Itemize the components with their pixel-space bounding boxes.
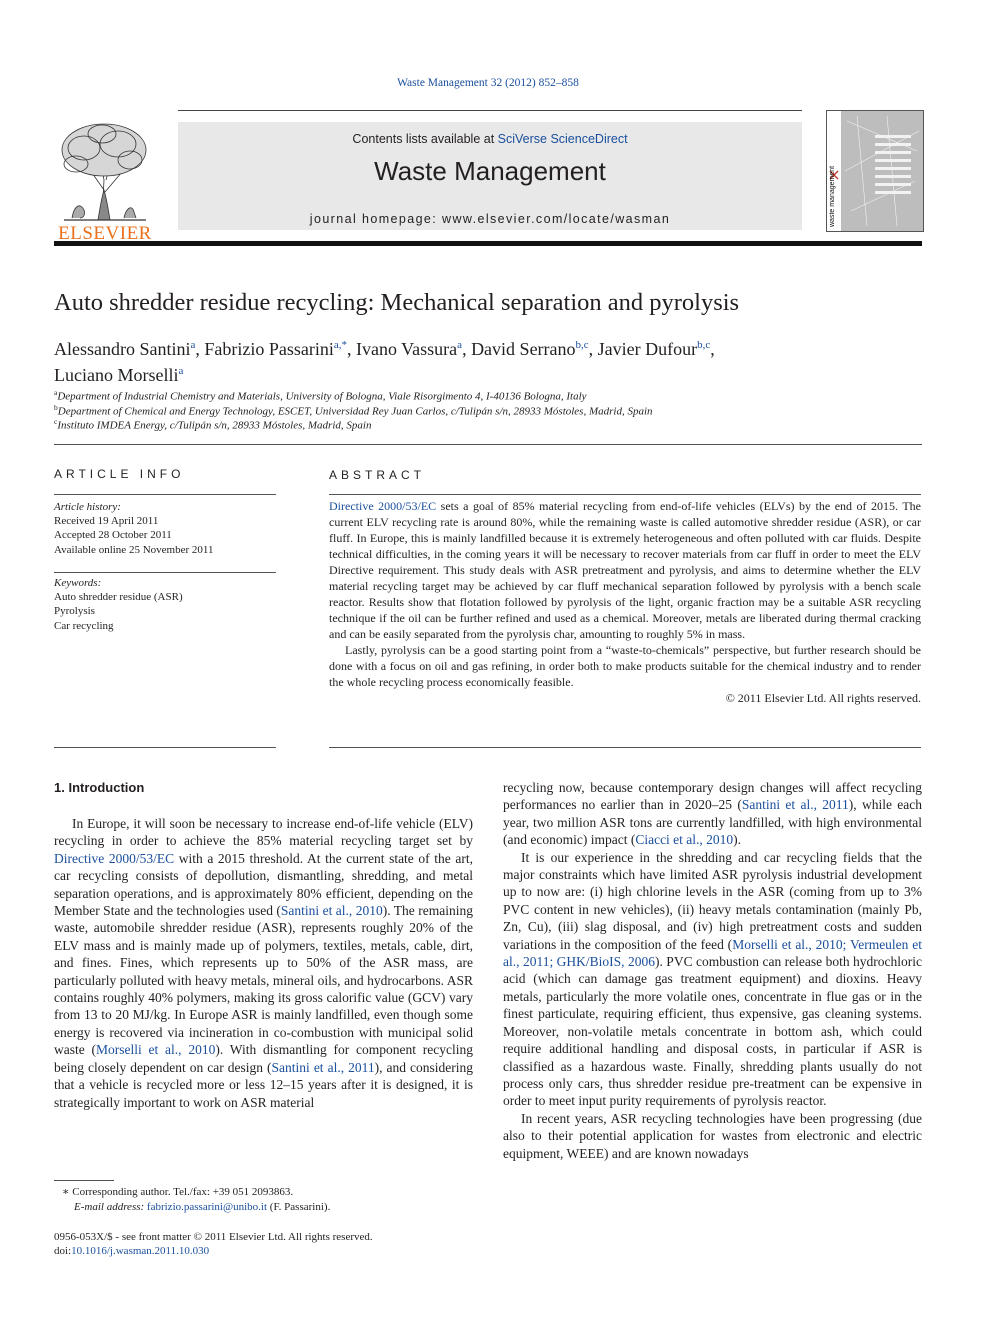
keywords-block <box>54 576 276 633</box>
abstract-top-rule <box>329 494 921 495</box>
abstract-paragraph-2: Lastly, pyrolysis can be a good starting point from a “waste-to-chemicals” perspective, but further research should be done with a focus on oil and gas refining, in order both to make products suitable for the chemical industry and to render the whole recycling process economically feasible. <box>329 643 921 689</box>
front-matter-footer <box>54 1230 373 1258</box>
header-bottom-rule <box>54 241 922 246</box>
citation-link[interactable]: Santini et al., 2011 <box>741 797 849 813</box>
accepted-date: Accepted 28 October 2011 <box>54 529 172 542</box>
abstract-paragraph-1 <box>329 498 921 642</box>
doi-prefix: doi: <box>54 1245 72 1257</box>
intro-paragraph <box>503 779 922 849</box>
corresponding-footnote <box>54 1185 330 1215</box>
article-info-bottom-rule <box>54 747 276 748</box>
body-text: ). The remaining waste, automobile shredder residue (ASR), represents roughly 20% of the ELV mass and is mainly made up of polymers, textiles, metals, cable, dirt, and fines. Fines, which represents up to 50% of the ASR mass, are particularly polluted with heavy metals, mineral oils, and hydrocarbons. ASR contains roughly 40% polymers, making its gross calorific value (GCV) vary from 13 to 20 MJ/kg. In Europe ASR is mainly landfilled, even though some energy is recovered via incineration in co-combustion with municipal solid waste ( <box>54 903 473 1058</box>
section-heading-introduction: 1. Introduction <box>54 780 145 795</box>
author-name: Ivano Vassura <box>356 339 458 359</box>
issn-line: 0956-053X/$ - see front matter © 2011 Elsevier Ltd. All rights reserved. <box>54 1231 373 1243</box>
intro-paragraph: In recent years, ASR recycling technologies have been progressing (due also to their potential application for wastes from electronic and electric equipment, WEEE) and are known nowadays <box>503 1110 922 1161</box>
history-label: Article history: <box>54 501 121 513</box>
journal-cover <box>826 110 924 232</box>
journal-header <box>54 110 922 246</box>
abstract-heading: ABSTRACT <box>329 468 426 482</box>
email-link[interactable]: fabrizio.passarini@unibo.it <box>146 1201 268 1213</box>
header-top-rule <box>178 110 802 111</box>
article-info-rule <box>54 494 276 495</box>
author-affil-mark[interactable]: a <box>457 339 463 351</box>
doi-line <box>54 1244 373 1258</box>
cover-image-icon <box>827 111 923 231</box>
contents-line <box>178 132 802 146</box>
abstract-copyright: © 2011 Elsevier Ltd. All rights reserved. <box>725 691 921 705</box>
article-title: Auto shredder residue recycling: Mechanical separation and pyrolysis <box>54 289 740 316</box>
affiliation-c <box>54 417 371 432</box>
author-affil-mark[interactable]: a <box>178 365 184 377</box>
author-list: Alessandro Santini$^a$, Fabrizio Passarini$^{a,*}$, Ivano Vassura$^a$, David Serrano$^{b,c}$, Javier Dufour$^{b,c}$, Luciano Morselli$^a$ <box>54 339 715 385</box>
citation-link[interactable]: Directive 2000/53/EC <box>54 850 175 866</box>
masthead <box>178 122 802 230</box>
email-suffix: (F. Passarini). <box>267 1201 331 1213</box>
keyword-item: Auto shredder residue (ASR) <box>54 591 183 604</box>
affil-text: Department of Industrial Chemistry and Materials, University of Bologna, Viale Risorgimento 4, I-40136 Bologna, Italy <box>57 390 587 403</box>
footnote-rule <box>54 1180 114 1181</box>
affil-text: Department of Chemical and Energy Technology, ESCET, Universidad Rey Juan Carlos, c/Tulipán s/n, 28933 Móstoles, Madrid, Spain <box>57 405 653 418</box>
author-affil-mark[interactable]: b,c <box>575 339 589 351</box>
affiliation-b <box>54 403 653 418</box>
journal-reference[interactable]: Waste Management 32 (2012) 852–858 <box>397 77 579 89</box>
abstract-text: sets a goal of 85% material recycling from end-of-life vehicles (ELVs) by the end of 2015. The current ELV recycling rate is around 80%, while the remaining waste is called automotive shredder residue (ASR), or car fluff. In Europe, this is mainly landfilled because it is extremely heterogeneous and often polluted with car fluids. Despite technical difficulties, in the coming years it will be necessary to recover materials from car fluff in order to meet the ELV Directive requirement. This study deals with ASR pretreatment and pyrolysis, and aims to determine whether the ELV material recycling target may be achieved by car fluff mechanical separation followed by pyrolysis with a bench scale reactor. Results show that flotation followed by pyrolysis of the light, organic fraction may be a suitable ASR recycling technique if the oil can be further refined and used as a chemical. Moreover, metals are liberated during thermal cracking and can be easily separated from the pyrolysis char, amounting to roughly 5% in mass. <box>329 499 921 641</box>
article-info-heading: ARTICLE INFO <box>54 467 185 481</box>
body-text: ). <box>733 832 742 848</box>
corresponding-author: ∗ Corresponding author. Tel./fax: +39 051 2093863. <box>62 1186 294 1198</box>
citation-link[interactable]: Morselli et al., 2010; Vermeulen et al., 2011; GHK/BioIS, 2006 <box>503 936 922 970</box>
abstract-body <box>329 498 921 706</box>
affil-text: Instituto IMDEA Energy, c/Tulipán s/n, 28933 Móstoles, Madrid, Spain <box>57 419 372 432</box>
body-text: It is our experience in the shredding and car recycling fields that the major constraints which have limited ASR pyrolysis industrial development up to now are: (i) high chlorine levels in the ASR (coming from up to 3% PVC content in new vehicles), (ii) heavy metals contamination (mainly Pb, Zn, Cu), (iii) slag disposal, and (iv) high pretreatment costs and sudden variations in the composition of the feed ( <box>503 849 922 952</box>
affil-mark: c <box>54 417 58 426</box>
citation-link[interactable]: Morselli et al., 2010 <box>96 1042 216 1058</box>
author-name: Alessandro Santini <box>54 339 191 359</box>
journal-name: Waste Management <box>374 156 606 186</box>
cover-title: waste management <box>829 165 836 227</box>
keyword-item: Pyrolysis <box>54 605 95 618</box>
affiliation-divider <box>54 444 922 445</box>
affil-mark: b <box>54 403 58 412</box>
author-name: Fabrizio Passarini <box>204 339 334 359</box>
elsevier-wordmark: ELSEVIER <box>58 223 152 244</box>
author-affil-mark[interactable]: a <box>190 339 196 351</box>
directive-link[interactable]: Directive 2000/53/EC <box>329 499 437 513</box>
author-name: Javier Dufour <box>597 339 698 359</box>
author-affil-mark[interactable]: a,* <box>333 339 348 351</box>
intro-paragraph <box>503 849 922 1110</box>
online-date: Available online 25 November 2011 <box>54 543 214 556</box>
email-label: E-mail address: <box>74 1201 145 1213</box>
intro-right-column <box>503 779 922 1162</box>
abstract-bottom-rule <box>329 747 921 748</box>
email-line <box>54 1200 330 1215</box>
body-text: ), while each year, two million ASR tons are currently landfilled, with high environmental (and economic) impact ( <box>503 797 922 848</box>
doi-link[interactable]: 10.1016/j.wasman.2011.10.030 <box>71 1245 210 1257</box>
keyword-item: Car recycling <box>54 619 114 632</box>
author-affil-mark[interactable]: b,c <box>697 339 711 351</box>
sciencedirect-link[interactable]: SciVerse ScienceDirect <box>497 132 628 146</box>
article-history <box>54 500 276 557</box>
citation-link[interactable]: Santini et al., 2011 <box>271 1059 375 1075</box>
elsevier-tree-icon <box>54 120 156 224</box>
journal-homepage[interactable]: journal homepage: www.elsevier.com/locate/wasman <box>309 212 671 226</box>
affil-mark: a <box>54 388 58 397</box>
keywords-label: Keywords: <box>54 577 102 589</box>
body-text: In Europe, it will soon be necessary to increase end-of-life vehicle (ELV) recycling in order to achieve the 85% material recycling target set by <box>54 816 473 849</box>
body-text: with a 2015 threshold. At the current state of the art, car recycling consists of depollution, dismantling, shredding, and metal separation operations, and is approximately 80% efficient, depending on the Member State and the technologies used ( <box>54 850 473 919</box>
keywords-rule <box>54 572 276 573</box>
body-text: recycling now, because contemporary design changes will affect recycling performances no earlier than in 2020–25 ( <box>503 780 922 813</box>
author-name: David Serrano <box>471 339 576 359</box>
citation-link[interactable]: Ciacci et al., 2010 <box>635 832 734 848</box>
corresponding-text: Corresponding author. Tel./fax: +39 051 2093863. <box>72 1186 294 1198</box>
received-date: Received 19 April 2011 <box>54 515 159 528</box>
intro-left-column <box>54 815 473 1111</box>
contents-prefix: Contents lists available at <box>352 132 498 146</box>
citation-link[interactable]: Santini et al., 2010 <box>280 903 383 919</box>
intro-paragraph <box>54 815 473 1111</box>
elsevier-logo <box>54 120 156 242</box>
author-name: Luciano Morselli <box>54 365 179 385</box>
body-text: ). With dismantling for component recycling being closely dependent on car design ( <box>54 1042 474 1075</box>
affiliation-a <box>54 388 587 403</box>
body-text: ). PVC combustion can release both hydrochloric acid (which can damage gas treatment equipment) and dioxins. Heavy metals, particularly the more volatile ones, concentrate in flue gas or in the finest particulate, requiring efficient, thus expensive, gas cleaning systems. Moreover, non-volatile metals concentrate in bottom ash, which could require additional handling and disposal costs, in particular if ASR is classified as a hazardous waste. Finally, shredding plants usually do not process only cars, thus shredder residue pre-treatment can be expensive in order to meet input purity requirements of pyrolysis reactor. <box>503 954 923 1109</box>
body-text: ), and considering that a vehicle is recycled more or less 12–15 years after it is designed, it is strategically important to work on ASR material <box>54 1059 473 1110</box>
